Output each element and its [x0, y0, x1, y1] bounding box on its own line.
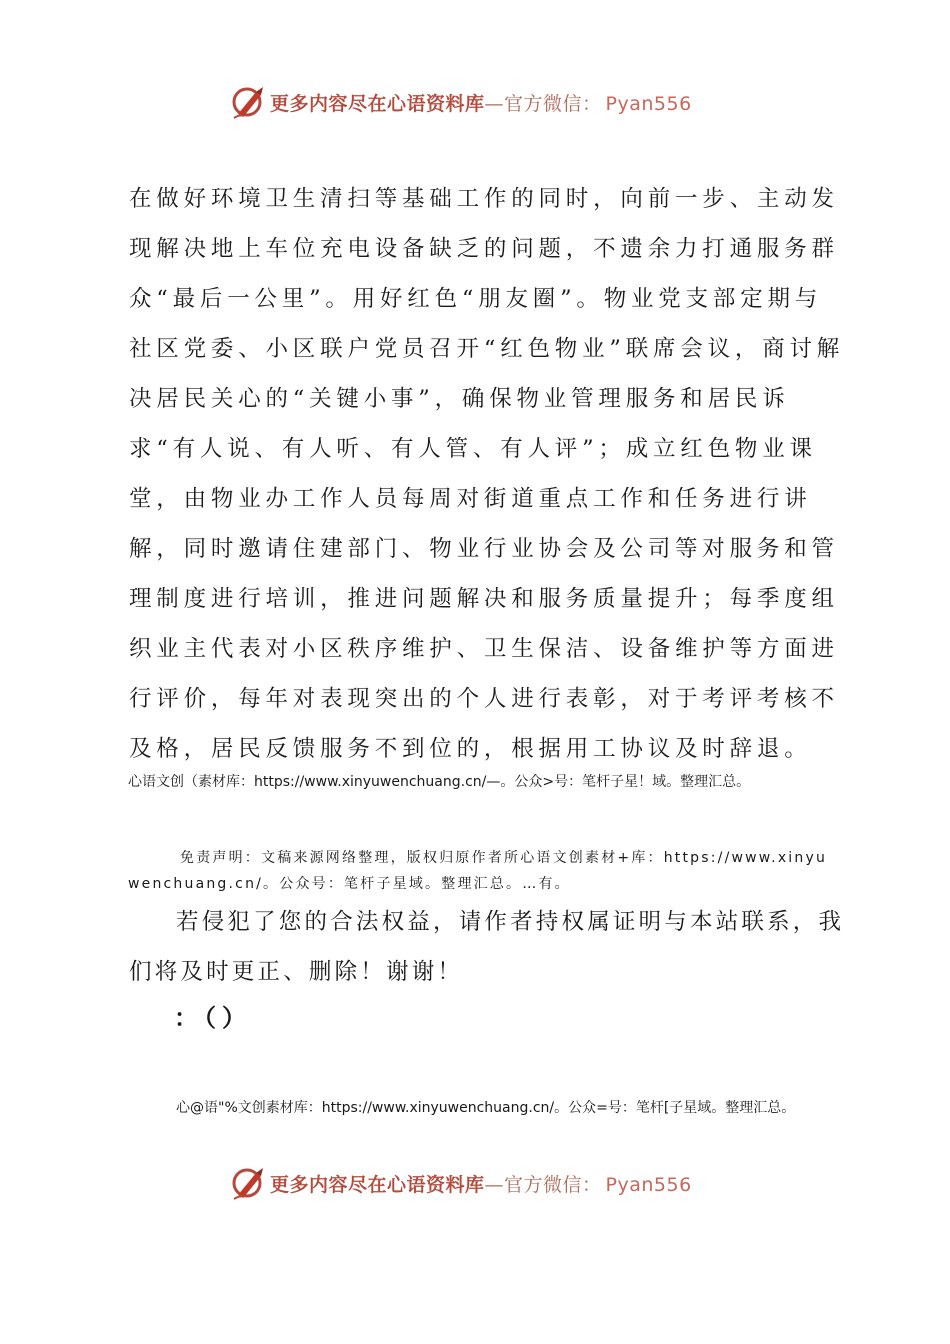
banner-dash-text: —官方微信：	[484, 1174, 602, 1196]
header-banner	[0, 82, 950, 122]
banner-wechat-id: Pyan556	[605, 1174, 692, 1196]
source-note-2: 心@语"%文创素材库：https://www.xinyuwenchuang.cn/。公众=号：笔杆[子星域。整理汇总。	[176, 1100, 796, 1116]
banner-text	[270, 89, 692, 116]
banner-main-text: 更多内容尽在心语资料库	[270, 93, 485, 115]
copyright-claim: 若侵犯了您的合法权益，请作者持权属证明与本站联系，我们将及时更正、删除！谢谢！	[129, 909, 845, 985]
banner-dash-text: —官方微信：	[484, 93, 602, 115]
source-note-1: 心语文创（素材库：https://www.xinyuwenchuang.cn/—。公众>号：笔杆子星！域。整理汇总。	[128, 774, 751, 790]
banner-text	[270, 1170, 692, 1197]
pen-nib-logo-icon	[230, 1165, 268, 1201]
pen-nib-logo-icon	[230, 84, 268, 120]
paren-line: ：（）	[174, 1004, 252, 1032]
banner-main-text: 更多内容尽在心语资料库	[270, 1174, 485, 1196]
main-paragraph: 在做好环境卫生清扫等基础工作的同时，向前一步、主动发现解决地上车位充电设备缺乏的问题，不遗余力打通服务群众“最后一公里”。用好红色“朋友圈”。物业党支部定期与社区党委、小区联户党员召开“红色物业”联席会议，商讨解决居民关心的“关键小事”，确保物业管理服务和居民诉求“有人说、有人听、有人管、有人评”；成立红色物业课堂，由物业办工作人员每周对街道重点工作和任务进行讲解，同时邀请住建部门、物业行业协会及公司等对服务和管理制度进行培训，推进问题解决和服务质量提升；每季度组织业主代表对小区秩序维护、卫生保洁、设备维护等方面进行评价，每年对表现突出的个人进行表彰，对于考评考核不及格，居民反馈服务不到位的，根据用工协议及时辞退。	[129, 186, 845, 762]
disclaimer: 免责声明：文稿来源网络整理，版权归原作者所心语文创素材+库：https://www.xinyuwenchuang.cn/。公众号：笔杆子星域。整理汇总。…有。	[128, 850, 828, 892]
banner-wechat-id: Pyan556	[605, 93, 692, 115]
footer-banner	[0, 1163, 950, 1203]
